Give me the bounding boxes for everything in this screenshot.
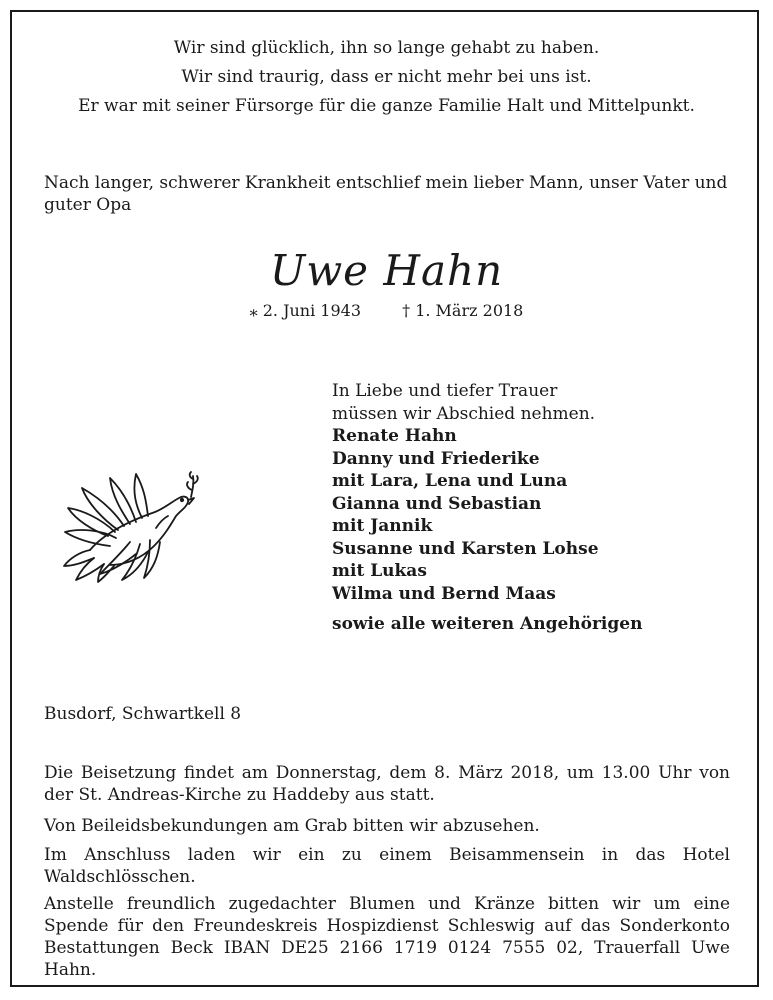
mourners-closing: sowie alle weiteren Angehörigen xyxy=(332,614,643,634)
dove-icon xyxy=(60,470,200,585)
mourner-name: Susanne und Karsten Lohse xyxy=(332,538,599,559)
burial-details: Die Beisetzung findet am Donnerstag, dem 8. März 2018, um 13.00 Uhr von der St. Andreas-Kirche zu Haddeby aus statt. xyxy=(44,763,730,805)
address-text: Busdorf, Schwartkell 8 xyxy=(44,704,242,724)
intro-verse xyxy=(0,34,773,121)
life-dates xyxy=(0,300,773,322)
mourner-name: Wilma und Bernd Maas xyxy=(332,583,556,604)
condolence-note: Von Beileidsbekundungen am Grab bitten wir abzusehen. xyxy=(44,816,540,836)
mourners-intro-2: müssen wir Abschied nehmen. xyxy=(332,403,596,424)
intro-line-1: Wir sind glücklich, ihn so lange gehabt zu haben. xyxy=(173,38,600,58)
deceased-name: Uwe Hahn xyxy=(269,246,504,295)
intro-line-3: Er war mit seiner Fürsorge für die ganze Familie Halt und Mittelpunkt. xyxy=(78,96,695,116)
announcement-text: Nach langer, schwerer Krankheit entschlief mein lieber Mann, unser Vater und guter Opa xyxy=(44,173,728,215)
mourners-intro-1: In Liebe und tiefer Trauer xyxy=(332,381,558,401)
birth-date: ⁎ 2. Juni 1943 xyxy=(249,301,362,320)
mourner-name: mit Jannik xyxy=(332,516,433,536)
death-date: † 1. März 2018 xyxy=(402,301,524,320)
mourner-name: mit Lukas xyxy=(332,561,427,581)
intro-line-2: Wir sind traurig, dass er nicht mehr bei uns ist. xyxy=(181,67,592,87)
mourner-name: Danny und Friederike xyxy=(332,448,540,469)
mourner-name: Renate Hahn xyxy=(332,426,457,446)
mourners-block xyxy=(332,380,642,636)
donation-note: Anstelle freundlich zugedachter Blumen und Kränze bitten wir um eine Spende für den Freundeskreis Hospizdienst Schleswig auf das Sonderkonto Bestattungen Beck IBAN DE25 2166 1719 0124 7555 02, Trauerfall Uwe Hahn. xyxy=(44,894,730,980)
mourner-name: mit Lara, Lena und Luna xyxy=(332,471,568,491)
gathering-note: Im Anschluss laden wir ein zu einem Beisammensein in das Hotel Waldschlösschen. xyxy=(44,845,730,887)
mourner-name: Gianna und Sebastian xyxy=(332,493,542,514)
